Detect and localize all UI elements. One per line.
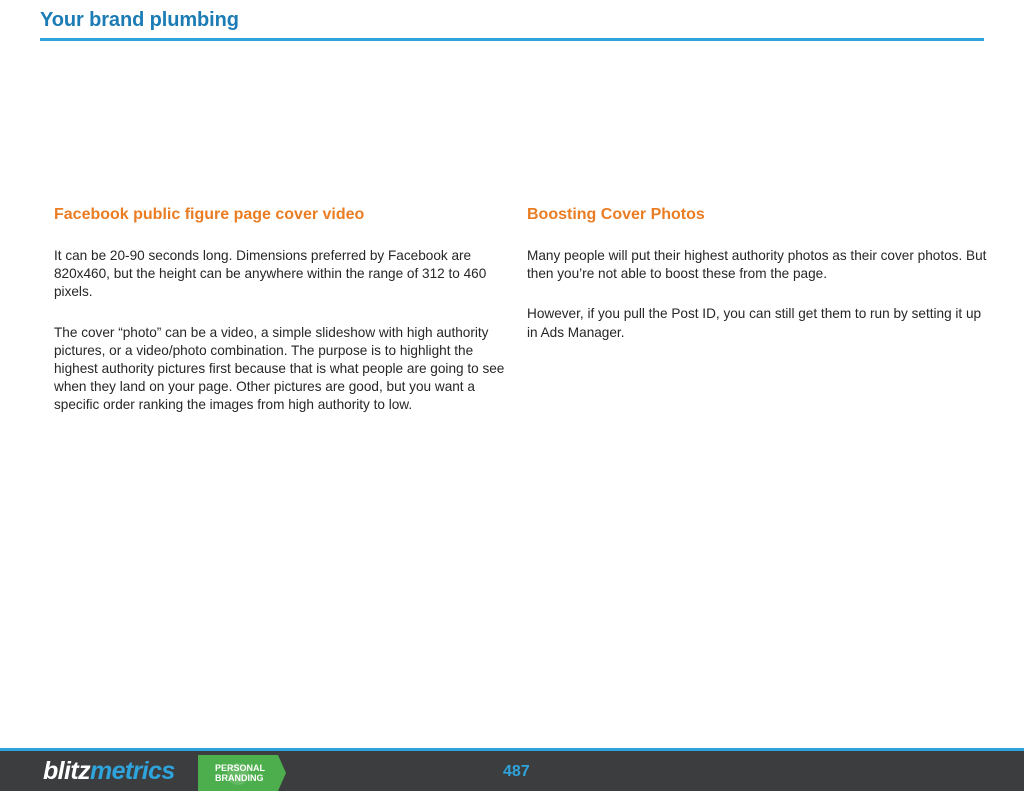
section-heading-boosting-cover-photos: Boosting Cover Photos — [527, 206, 705, 223]
personal-branding-badge — [198, 755, 286, 791]
page-title: Your brand plumbing — [40, 9, 239, 31]
badge-line-2: BRANDING — [215, 773, 264, 783]
page-footer — [0, 748, 1024, 791]
right-column — [527, 204, 989, 364]
blitzmetrics-logo — [43, 757, 175, 786]
paragraph: However, if you pull the Post ID, you can still get them to run by setting it up in Ads Manager. — [527, 306, 982, 340]
page-number: 487 — [503, 763, 530, 780]
badge-line-1: PERSONAL — [215, 763, 266, 773]
header-divider — [40, 38, 984, 41]
paragraph: The cover “photo” can be a video, a simple slideshow with high authority pictures, or a video/photo combination. The purpose is to highlight the highest authority pictures first because that is what people are going to see when they land on your page. Other pictures are good, but you want a specific order ranking the images from high authority to low. — [54, 324, 505, 413]
logo-text-metrics: metrics — [90, 757, 175, 785]
logo-text-blitz: blitz — [43, 757, 90, 785]
section-heading-cover-video: Facebook public figure page cover video — [54, 206, 365, 223]
paragraph: Many people will put their highest authority photos as their cover photos. But then you’re not able to boost these from the page. — [527, 248, 987, 282]
paragraph: It can be 20-90 seconds long. Dimensions preferred by Facebook are 820x460, but the height can be anywhere within the range of 312 to 460 pixels. — [54, 248, 487, 300]
left-column — [54, 204, 506, 437]
